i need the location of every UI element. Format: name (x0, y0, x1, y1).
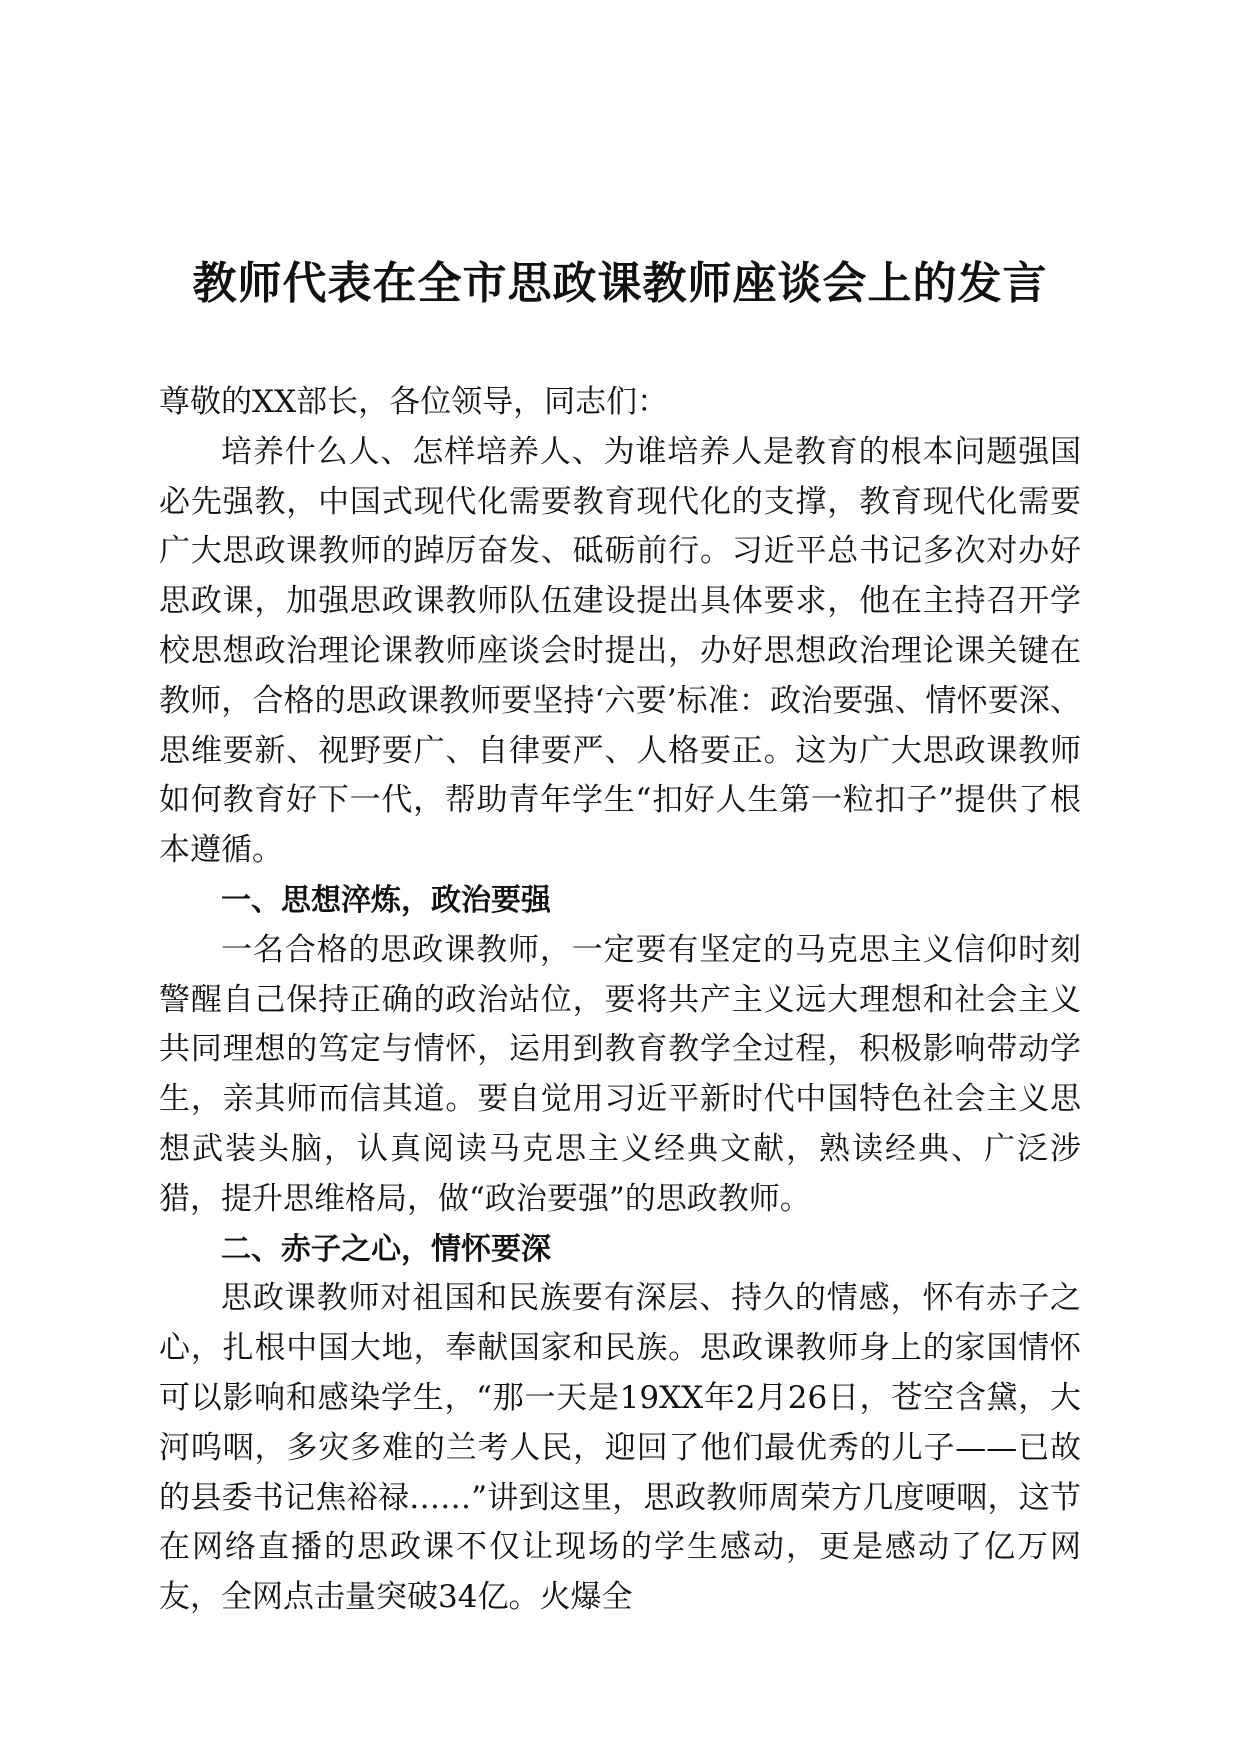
document-body (159, 378, 1081, 1623)
section-paragraph: 一名合格的思政课教师，一定要有坚定的马克思主义信仰时刻警醒自己保持正确的政治站位，要将共产主义远大理想和社会主义共同理想的笃定与情怀，运用到教育教学全过程，积极影响带动学生，亲其师而信其道。要自觉用习近平新时代中国特色社会主义思想武装头脑，认真阅读马克思主义经典文献，熟读经典、广泛涉猎，提升思维格局，做“政治要强”的思政教师。 (159, 931, 1081, 1217)
intro-paragraph: 培养什么人、怎样培养人、为谁培养人是教育的根本问题强国必先强教，中国式现代化需要教育现代化的支撑，教育现代化需要广大思政课教师的踔厉奋发、砥砺前行。习近平总书记多次对办好思政课，加强思政课教师队伍建设提出具体要求，他在主持召开学校思想政治理论课教师座谈会时提出，办好思想政治理论课关键在教师，合格的思政课教师要坚持‘六要’标准：政治要强、情怀要深、思维要新、视野要广、自律要严、人格要正。这为广大思政课教师如何教育好下一代，帮助青年学生“扣好人生第一粒扣子”提供了根本遵循。 (159, 433, 1081, 869)
section-paragraph: 思政课教师对祖国和民族要有深层、持久的情感，怀有赤子之心，扎根中国大地，奉献国家和民族。思政课教师身上的家国情怀可以影响和感染学生，“那一天是19XX年2月26日，苍空含黛，大河呜咽，多灾多难的兰考人民，迎回了他们最优秀的儿子——已故的县委书记焦裕禄……”讲到这里，思政教师周荣方几度哽咽，这节在网络直播的思政课不仅让现场的学生感动，更是感动了亿万网友，全网点击量突破34亿。火爆全 (159, 1280, 1081, 1616)
section-heading: 二、赤子之心，情怀要深 (221, 1231, 551, 1267)
section-heading: 一、思想淬炼，政治要强 (221, 882, 551, 918)
salutation: 尊敬的XX部长，各位领导，同志们： (159, 384, 669, 420)
document-title: 教师代表在全市思政课教师座谈会上的发言 (192, 258, 1048, 309)
